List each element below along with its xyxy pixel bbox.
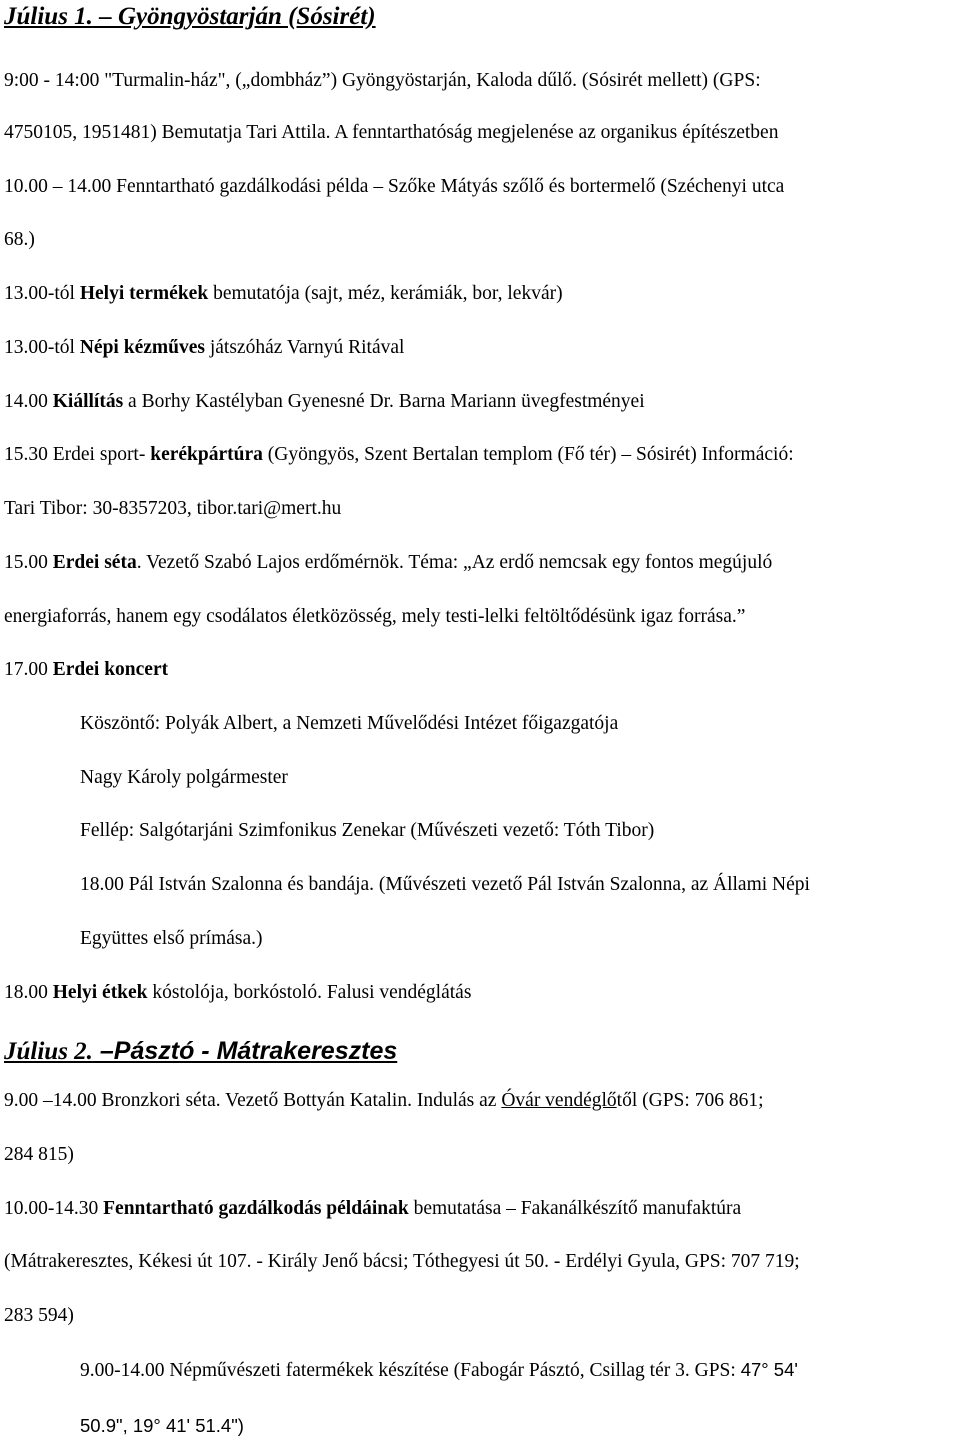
time-text: 18.00 bbox=[4, 982, 53, 1003]
day2-line-1 bbox=[4, 1089, 763, 1113]
day1-line-11: energiaforrás, hanem egy csodálatos életközösség, mely testi-lelki feltöltődésünk igaz forrása.” bbox=[4, 606, 746, 627]
detail-text: 9.00 –14.00 Bronzkori séta. Vezető Bottyán Katalin. Indulás az bbox=[4, 1090, 502, 1111]
day1-line-1: 9:00 - 14:00 "Turmalin-ház", („dombház”) Gyöngyöstarján, Kaloda dűlő. (Sósirét mellett) (GPS: bbox=[4, 70, 761, 91]
bold-text: Erdei koncert bbox=[52, 659, 169, 680]
bold-text: Helyi termékek bbox=[79, 283, 209, 304]
bold-text: Fenntartható gazdálkodás példáinak bbox=[103, 1198, 409, 1219]
time-text: 10.00-14.30 bbox=[4, 1198, 104, 1219]
time-text: 13.00-tól bbox=[4, 283, 80, 304]
day1-line-8 bbox=[4, 443, 794, 467]
day1-line-2: 4750105, 1951481) Bemutatja Tari Attila. A fenntarthatóság megjelenése az organikus építészetben bbox=[4, 122, 779, 143]
day2-line-5: 283 594) bbox=[4, 1305, 74, 1326]
time-text: 17.00 bbox=[4, 659, 53, 680]
bold-text: Erdei séta bbox=[52, 552, 137, 573]
time-text: 15.30 Erdei sport- bbox=[4, 444, 151, 465]
day1-line-7 bbox=[4, 390, 645, 414]
day1-line-16: 18.00 Pál István Szalonna és bandája. (Művészeti vezető Pál István Szalonna, az Állami Népi bbox=[80, 874, 810, 895]
day1-line-6 bbox=[4, 336, 404, 360]
day1-line-5 bbox=[4, 282, 563, 306]
detail-text: a Borhy Kastélyban Gyenesné Dr. Barna Mariann üvegfestményei bbox=[123, 391, 645, 412]
bold-text: Kiállítás bbox=[52, 391, 124, 412]
day2-line-2: 284 815) bbox=[4, 1144, 74, 1165]
day1-date: Július 1. bbox=[4, 3, 93, 30]
bold-text: kerékpártúra bbox=[150, 444, 263, 465]
day1-line-10 bbox=[4, 551, 772, 575]
day2-line-7: 50.9", 19° 41' 51.4") bbox=[80, 1415, 244, 1436]
restaurant-name: Óvár vendéglő bbox=[501, 1090, 617, 1111]
time-text: 15.00 bbox=[4, 552, 53, 573]
day2-date: Július 2. bbox=[4, 1038, 93, 1065]
time-text: 13.00-tól bbox=[4, 337, 80, 358]
detail-text: játszóház Varnyú Ritával bbox=[204, 337, 405, 358]
day1-line-15: Fellép: Salgótarjáni Szimfonikus Zenekar (Művészeti vezető: Tóth Tibor) bbox=[80, 820, 655, 841]
bold-text: Helyi étkek bbox=[52, 982, 148, 1003]
detail-text: bemutatása – Fakanálkészítő manufaktúra bbox=[408, 1198, 742, 1219]
time-text: 14.00 bbox=[4, 391, 53, 412]
day1-line-4: 68.) bbox=[4, 229, 35, 250]
detail-text: bemutatója (sajt, méz, kerámiák, bor, lekvár) bbox=[208, 283, 563, 304]
day2-location: –Pásztó - Mátrakeresztes bbox=[92, 1037, 398, 1065]
day1-line-18 bbox=[4, 981, 471, 1005]
detail-text: 9.00-14.00 Népművészeti fatermékek készítése (Fabogár Pásztó, Csillag tér 3. GPS: bbox=[80, 1360, 741, 1381]
detail-text: kóstolója, borkóstoló. Falusi vendéglátás bbox=[147, 982, 472, 1003]
day1-line-14: Nagy Károly polgármester bbox=[80, 767, 288, 788]
day1-line-12 bbox=[4, 658, 168, 682]
day1-line-9: Tari Tibor: 30-8357203, tibor.tari@mert.hu bbox=[4, 498, 342, 519]
day2-line-6 bbox=[80, 1358, 798, 1383]
detail-text: től (GPS: 706 861; bbox=[616, 1090, 764, 1111]
day2-line-3 bbox=[4, 1197, 741, 1221]
day1-line-3: 10.00 – 14.00 Fenntartható gazdálkodási példa – Szőke Mátyás szőlő és bortermelő (Széchenyi utca bbox=[4, 176, 785, 197]
day1-line-13: Köszöntő: Polyák Albert, a Nemzeti Művelődési Intézet főigazgatója bbox=[80, 713, 619, 734]
detail-text: (Gyöngyös, Szent Bertalan templom (Fő tér) – Sósirét) Információ: bbox=[262, 444, 794, 465]
day2-heading bbox=[4, 1036, 397, 1067]
day1-line-17: Együttes első prímása.) bbox=[80, 928, 263, 949]
bold-text: Népi kézműves bbox=[79, 337, 205, 358]
gps-text: 47° 54' bbox=[740, 1359, 798, 1380]
day2-line-4: (Mátrakeresztes, Kékesi út 107. - Király Jenő bácsi; Tóthegyesi út 50. - Erdélyi Gyula, GPS: 707 719; bbox=[4, 1251, 800, 1272]
day1-heading bbox=[4, 2, 376, 32]
detail-text: . Vezető Szabó Lajos erdőmérnök. Téma: „Az erdő nemcsak egy fontos megújuló bbox=[136, 552, 773, 573]
day1-location: – Gyöngyöstarján (Sósirét) bbox=[92, 3, 376, 30]
